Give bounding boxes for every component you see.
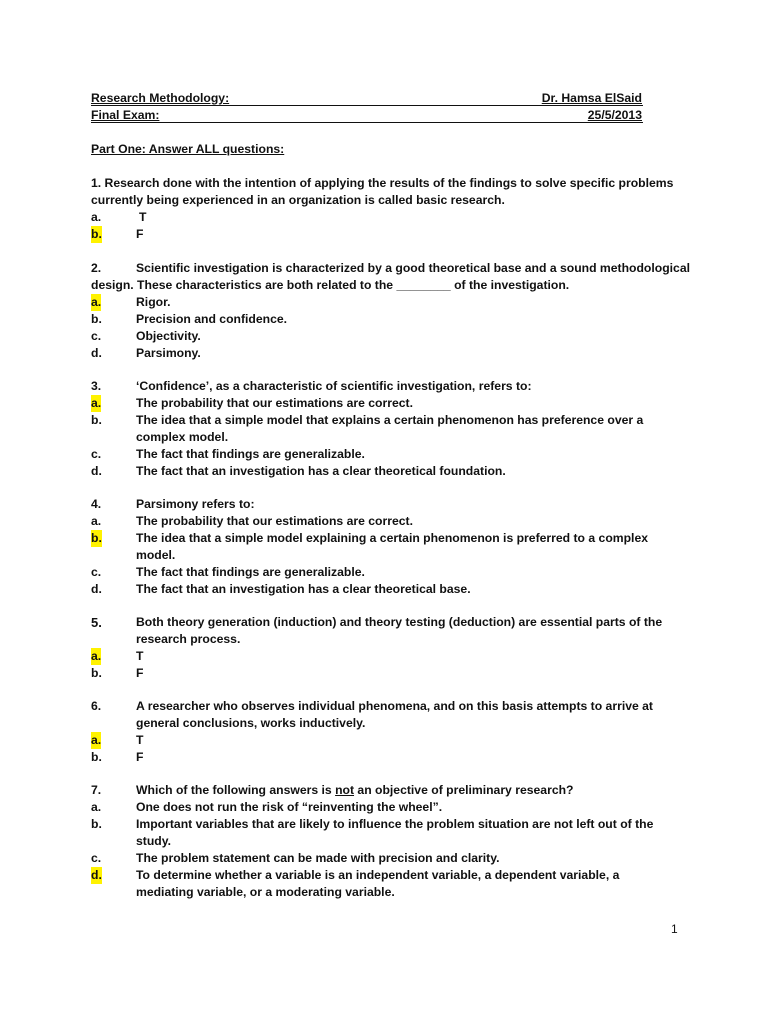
q2-number: 2. [91, 261, 102, 275]
q2-opt-b-text: Precision and confidence. [136, 312, 288, 326]
q3-opt-d-text: The fact that an investigation has a clear theoretical foundation. [136, 464, 506, 478]
q7-opt-b-cont: study. [136, 834, 171, 848]
q7-emphasis: not [335, 783, 355, 797]
q3-number: 3. [91, 379, 102, 393]
q1-opt-a-letter: a. [91, 210, 102, 224]
q7-number: 7. [91, 783, 102, 797]
q3-opt-a-letter [91, 395, 101, 412]
part-title: Part One: Answer ALL questions: [91, 142, 285, 156]
header-rule-1 [91, 105, 643, 106]
q7-line1: Which of the following answers is not an objective of preliminary research? [136, 783, 574, 797]
q6-opt-b-text: F [136, 750, 144, 764]
q4-opt-b-text: The idea that a simple model explaining a certain phenomenon is preferred to a complex [136, 531, 648, 545]
q3-opt-c-letter: c. [91, 447, 102, 461]
q7-opt-b-letter: b. [91, 817, 102, 831]
q2-line2: design. These characteristics are both related to the ________ of the investigation. [91, 278, 570, 292]
q1-line2: currently being experienced in an organization is called basic research. [91, 193, 505, 207]
q2-opt-b-letter: b. [91, 312, 102, 326]
q3-opt-a-text: The probability that our estimations are correct. [136, 396, 413, 410]
exam-date: 25/5/2013 [587, 108, 642, 122]
q5-opt-a-letter [91, 648, 101, 665]
q3-opt-c-text: The fact that findings are generalizable. [136, 447, 365, 461]
answer-highlight: b. [91, 227, 102, 241]
q6-line1: A researcher who observes individual phenomena, and on this basis attempts to arrive at [136, 699, 653, 713]
page-number: 1 [671, 922, 678, 936]
q7-opt-c-text: The problem statement can be made with precision and clarity. [136, 851, 500, 865]
q6-number: 6. [91, 699, 102, 713]
q4-opt-a-text: The probability that our estimations are correct. [136, 514, 413, 528]
q1-opt-b-text: F [136, 227, 144, 241]
q4-opt-d-text: The fact that an investigation has a clear theoretical base. [136, 582, 471, 596]
q2-line1: Scientific investigation is characterized by a good theoretical base and a sound methodological [136, 261, 690, 275]
course-title: Research Methodology: [91, 91, 230, 105]
q6-line2: general conclusions, works inductively. [136, 716, 366, 730]
q7-opt-c-letter: c. [91, 851, 102, 865]
q2-opt-c-text: Objectivity. [136, 329, 201, 343]
q4-opt-a-letter: a. [91, 514, 102, 528]
q7-opt-a-letter: a. [91, 800, 102, 814]
answer-highlight: b. [91, 531, 102, 545]
q6-opt-b-letter: b. [91, 750, 102, 764]
q6-opt-a-letter [91, 732, 101, 749]
q4-line1: Parsimony refers to: [136, 497, 255, 511]
q3-line1: ‘Confidence’, as a characteristic of scientific investigation, refers to: [136, 379, 532, 393]
q3-opt-b-cont: complex model. [136, 430, 229, 444]
q4-opt-d-letter: d. [91, 582, 102, 596]
q4-opt-b-letter [91, 530, 102, 547]
q1-opt-b-letter [91, 226, 102, 243]
q1-opt-a-text: T [139, 210, 147, 224]
q3-opt-b-text: The idea that a simple model that explains a certain phenomenon has preference over a [136, 413, 644, 427]
q5-opt-b-text: F [136, 666, 144, 680]
q2-opt-d-text: Parsimony. [136, 346, 201, 360]
answer-highlight: a. [91, 396, 102, 410]
q4-opt-c-letter: c. [91, 565, 102, 579]
q3-opt-d-letter: d. [91, 464, 102, 478]
q2-opt-c-letter: c. [91, 329, 102, 343]
q5-line2: research process. [136, 632, 241, 646]
q1-line1: 1. Research done with the intention of applying the results of the findings to solve specific problems [91, 176, 674, 190]
q4-opt-b-cont: model. [136, 548, 176, 562]
q3-opt-b-letter: b. [91, 413, 102, 427]
q7-opt-a-text: One does not run the risk of “reinventing the wheel”. [136, 800, 443, 814]
header-rule-2 [91, 122, 643, 123]
q5-number: 5. [91, 615, 102, 630]
q6-opt-a-text: T [136, 733, 144, 747]
answer-highlight: a. [91, 295, 102, 309]
q5-line1: Both theory generation (induction) and theory testing (deduction) are essential parts of the [136, 615, 663, 629]
exam-title: Final Exam: [91, 108, 160, 122]
q5-opt-b-letter: b. [91, 666, 102, 680]
q7-opt-d-text: To determine whether a variable is an independent variable, a dependent variable, a [136, 868, 620, 882]
q7-opt-b-text: Important variables that are likely to influence the problem situation are not left out of the [136, 817, 654, 831]
q2-opt-a-text: Rigor. [136, 295, 171, 309]
q4-opt-c-text: The fact that findings are generalizable. [136, 565, 365, 579]
q5-opt-a-text: T [136, 649, 144, 663]
q2-opt-a-letter [91, 294, 101, 311]
q4-number: 4. [91, 497, 102, 511]
answer-highlight: a. [91, 733, 102, 747]
q7-opt-d-cont: mediating variable, or a moderating variable. [136, 885, 395, 899]
instructor-name: Dr. Hamsa ElSaid [541, 91, 642, 105]
q2-opt-d-letter: d. [91, 346, 102, 360]
q7-opt-d-letter [91, 867, 102, 884]
answer-highlight: a. [91, 649, 102, 663]
answer-highlight: d. [91, 868, 102, 882]
